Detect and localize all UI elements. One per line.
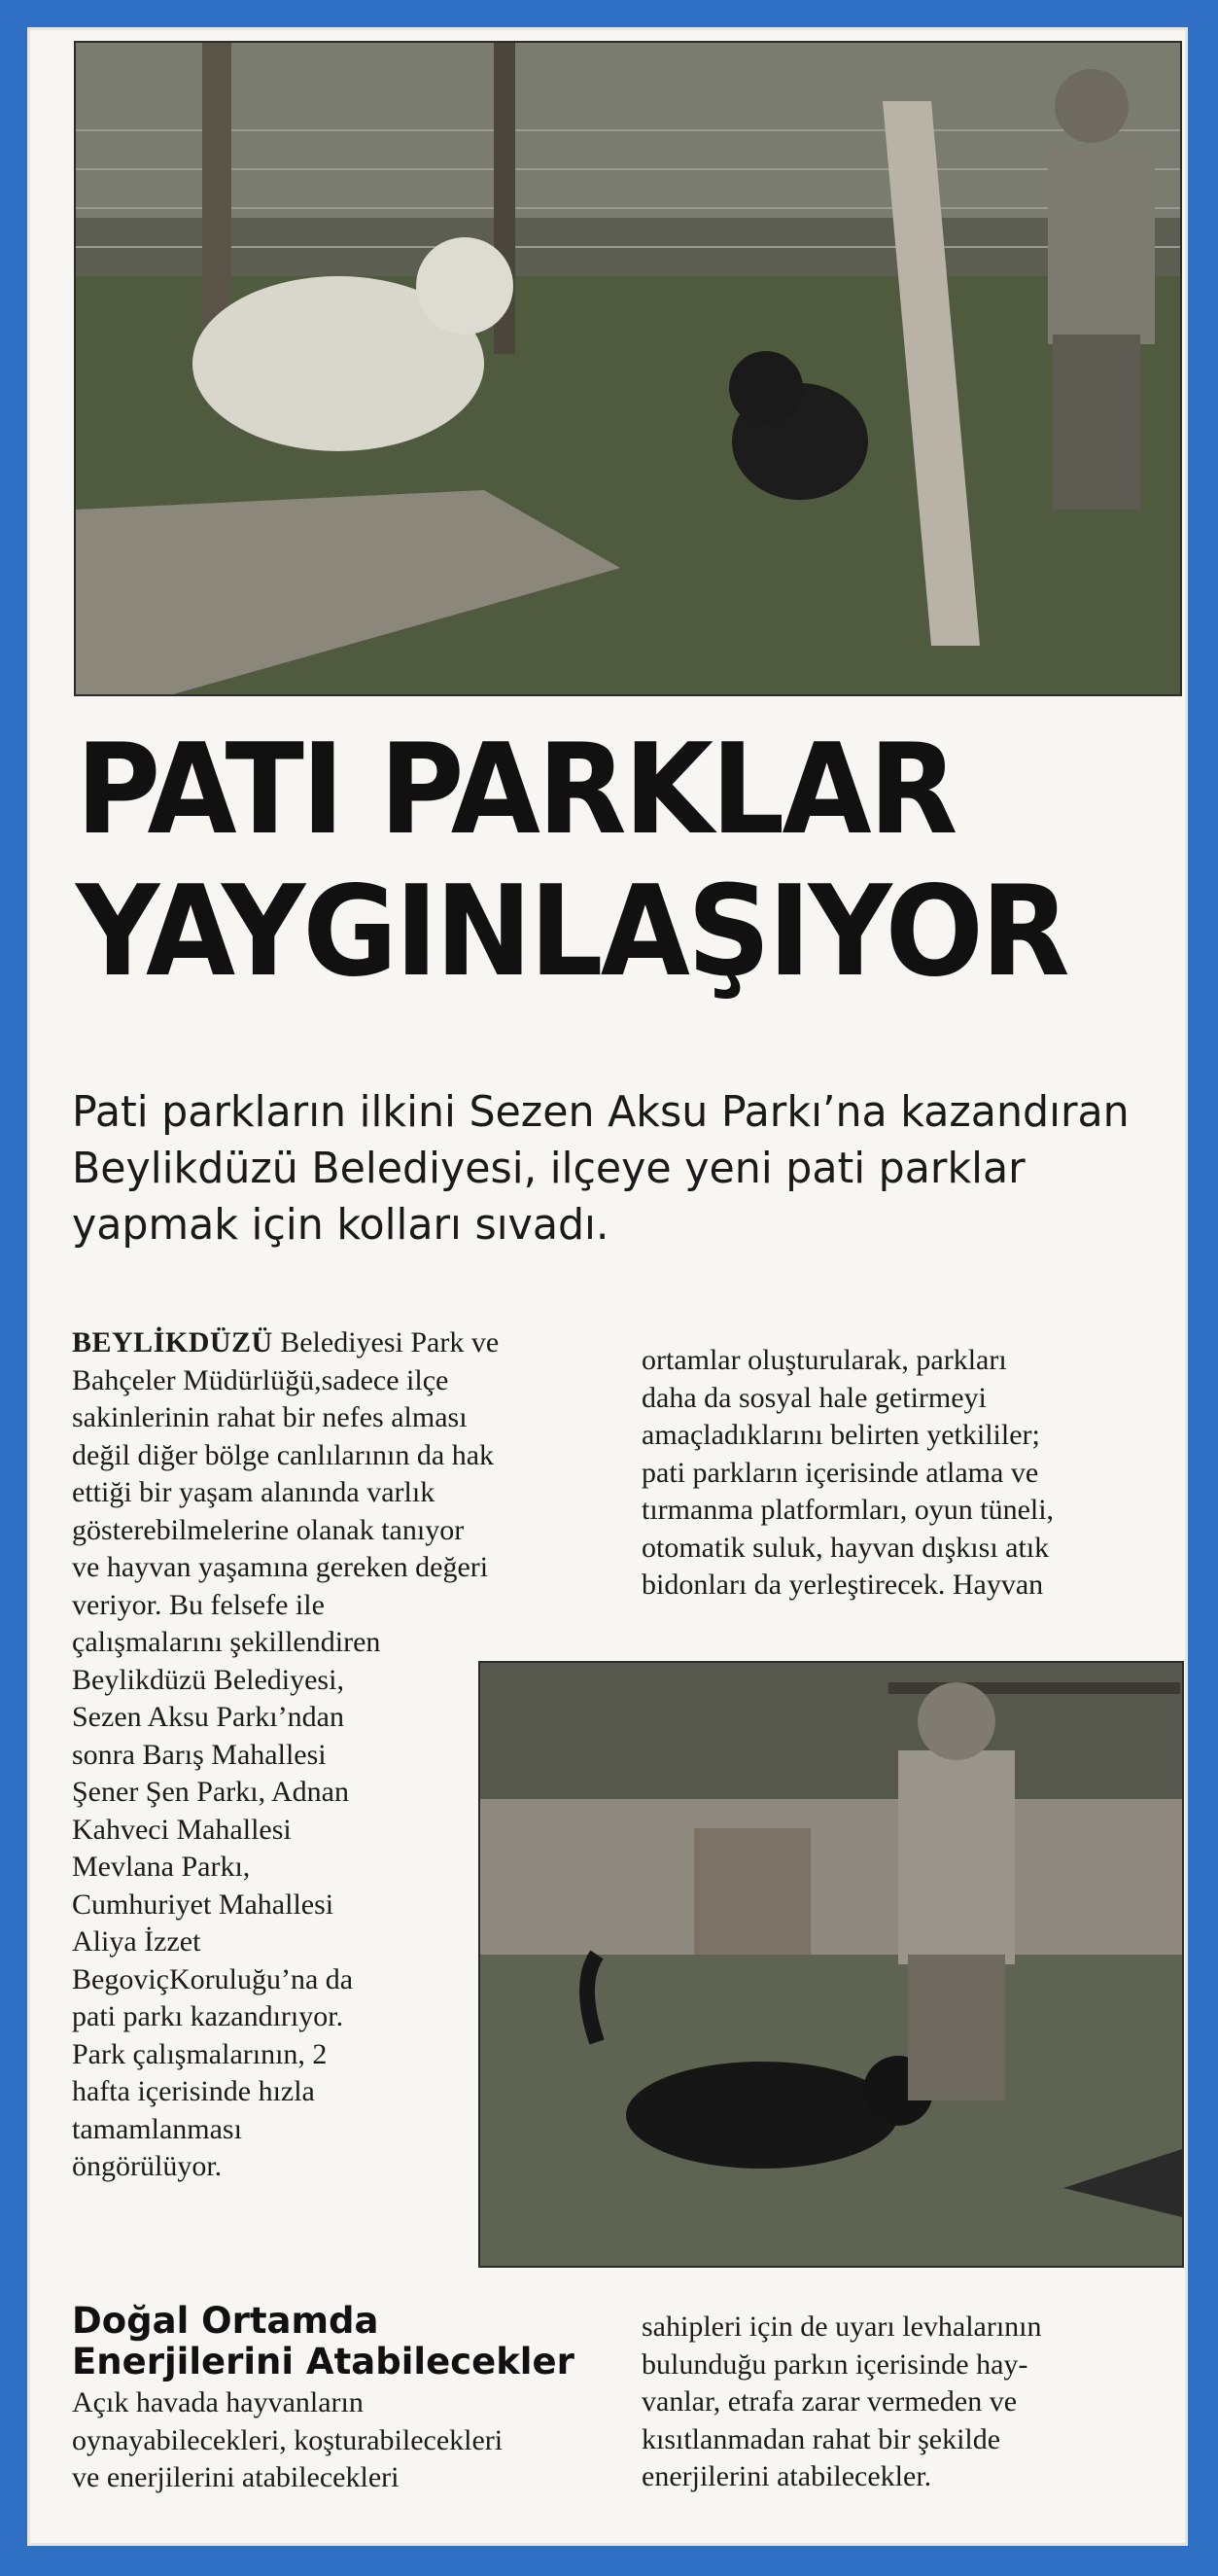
- text-line: Bahçeler Müdürlüğü,sadece ilçe: [72, 1363, 449, 1396]
- text-line: sakinlerinin rahat bir nefes alması: [72, 1401, 468, 1433]
- text-line: Açık havada hayvanların: [72, 2386, 364, 2418]
- body-column-2-bottom: [642, 2309, 1186, 2496]
- text-line: otomatik suluk, hayvan dışkısı atık: [642, 1531, 1050, 1564]
- text-line: hafta içerisinde hızla: [72, 2075, 315, 2107]
- text-line: tırmanma platformları, oyun tüneli,: [642, 1494, 1055, 1526]
- headline: [76, 720, 1106, 1004]
- text-line: Beylikdüzü Belediyesi,: [72, 1663, 344, 1696]
- text-line: ve hayvan yaşamına gereken değeri: [72, 1551, 489, 1583]
- text-line: sonra Barış Mahallesi: [72, 1738, 327, 1771]
- text-line: ve enerjilerini atabilecekleri: [72, 2461, 400, 2493]
- text-line: daha da sosyal hale getirmeyi: [642, 1381, 987, 1414]
- text-line: ettiği bir yaşam alanında varlık: [72, 1476, 435, 1508]
- text-line: Park çalışmalarının, 2: [72, 2037, 328, 2070]
- text-line: gösterebilmelerine olanak tanıyor: [72, 1513, 465, 1546]
- body-column-1-bottom: [72, 2384, 616, 2497]
- text-line: oynayabilecekleri, koşturabilecekleri: [72, 2423, 504, 2456]
- text-line: Aliya İzzet: [72, 1925, 201, 1958]
- body-column-2-top: [642, 1342, 1186, 1605]
- headline-line-2: YAYGINLAŞIYOR: [76, 860, 1067, 1005]
- text-line: bidonları da yerleştirecek. Hayvan: [642, 1569, 1044, 1601]
- dateline: BEYLİKDÜZÜ: [72, 1326, 273, 1359]
- text-line: Şener Şen Parkı, Adnan: [72, 1776, 349, 1808]
- subheading-line-1: Doğal Ortamda: [72, 2300, 379, 2342]
- text-line: sahipleri için de uyarı levhalarının: [642, 2311, 1042, 2343]
- text-line: BEYLİKDÜZÜ Belediyesi Park ve: [72, 1326, 500, 1359]
- text-line: çalışmalarını şekillendiren: [72, 1626, 381, 1658]
- deck-text: Pati parkların ilkini Sezen Aksu Parkı’na kazandıran Beylikdüzü Belediyesi, ilçeye yeni pati parklar yapmak için kolları sıvadı.: [72, 1087, 1130, 1250]
- text-line: ortamlar oluşturularak, parkları: [642, 1344, 1007, 1376]
- middle-photo: [478, 1661, 1184, 2268]
- text-line: değil diğer bölge canlılarının da hak: [72, 1438, 495, 1471]
- text-line: pati parkların içerisinde atlama ve: [642, 1456, 1039, 1489]
- text-line: bulunduğu parkın içerisinde hay-: [642, 2347, 1028, 2381]
- text-line: kısıtlanmadan rahat bir şekilde: [642, 2422, 1001, 2455]
- top-photo: [74, 41, 1182, 696]
- text-line: Sezen Aksu Parkı’ndan: [72, 1701, 344, 1733]
- text-line: pati parkı kazandırıyor.: [72, 2000, 344, 2032]
- text-line: Cumhuriyet Mahallesi: [72, 1888, 334, 1921]
- subheading-line-2: Enerjilerini Atabilecekler: [72, 2341, 574, 2382]
- text-line: vanlar, etrafa zarar vermeden ve: [642, 2385, 1018, 2417]
- text-line: Mevlana Parkı,: [72, 1851, 251, 1883]
- subheading: [72, 2301, 616, 2382]
- text-line: veriyor. Bu felsefe ile: [72, 1588, 325, 1621]
- text-line: BegoviçKoruluğu’na da: [72, 1962, 354, 1995]
- text-line: tamamlanması: [72, 2112, 242, 2145]
- text-line: öngörülüyor.: [72, 2150, 223, 2182]
- text-line: enerjilerini atabilecekler.: [642, 2460, 932, 2492]
- text-line: amaçladıklarını belirten yetkililer;: [642, 1419, 1040, 1451]
- text-line: Kahveci Mahallesi: [72, 1813, 292, 1846]
- headline-line-1: PATI PARKLAR: [76, 718, 956, 863]
